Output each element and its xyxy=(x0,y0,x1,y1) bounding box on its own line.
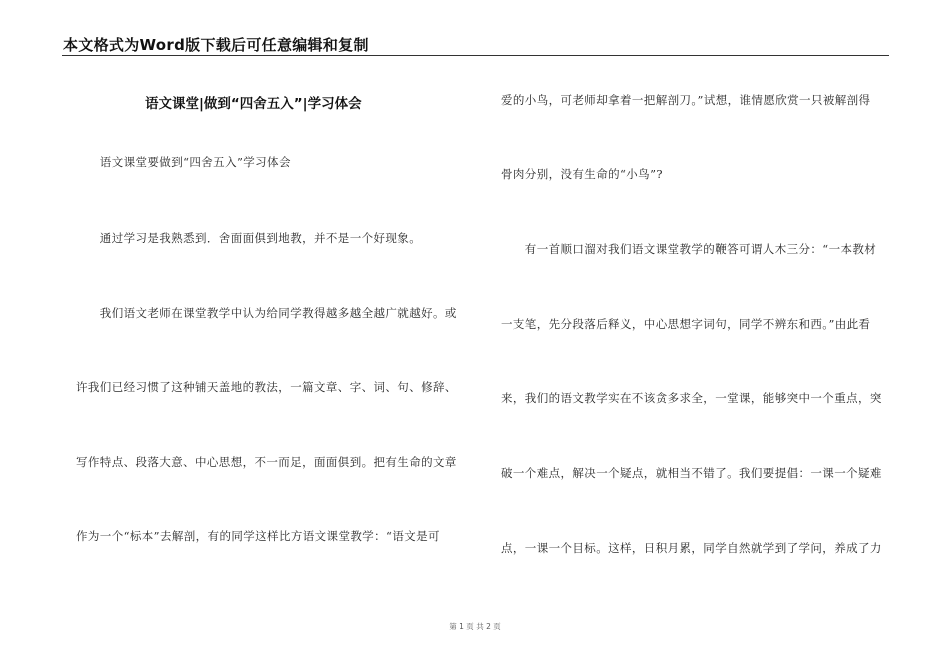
paragraph-line: 写作特点、段落大意、中心思想，不一而足，面面俱到。把有生命的文章 xyxy=(76,455,457,469)
paragraph-line: 来，我们的语文教学实在不该贪多求全，一堂课，能够突中一个重点，突 xyxy=(501,391,882,405)
paragraph-line: 我们语文老师在课堂教学中认为给同学教得越多越全越广就越好。或 xyxy=(76,306,457,320)
paragraph-line: 许我们已经习惯了这种铺天盖地的教法，一篇文章、字、词、句、修辞、 xyxy=(76,380,457,394)
page-number: 第 1 页 共 2 页 xyxy=(449,622,501,631)
paragraph-line: 点，一课一个目标。这样，日积月累，同学自然就学到了学问，养成了力 xyxy=(501,541,882,555)
paragraph-line: 通过学习是我熟悉到．舍面面俱到地教，并不是一个好现象。 xyxy=(76,231,422,245)
document-title: 语文课堂|做到“四舍五入”|学习体会 xyxy=(145,96,362,112)
top-banner: 本文格式为Word版下载后可任意编辑和复制 xyxy=(63,36,369,54)
paragraph-line: 一支笔，先分段落后释义，中心思想字词句，同学不辨东和西。”由此看 xyxy=(501,317,871,331)
paragraph-line: 爱的小鸟，可老师却拿着一把解剖刀。”试想，谁情愿欣赏一只被解剖得 xyxy=(501,93,871,107)
paragraph-line: 作为一个“标本”去解剖，有的同学这样比方语文课堂教学：“语文是可 xyxy=(76,529,440,543)
paragraph-line: 破一个难点，解决一个疑点，就相当不错了。我们要提倡：一课一个疑难 xyxy=(501,466,882,480)
paragraph-line: 骨肉分别，没有生命的“小鸟”? xyxy=(501,167,663,181)
paragraph-line: 语文课堂要做到“四舍五入”学习体会 xyxy=(76,155,291,169)
paragraph-line: 有一首顺口溜对我们语文课堂教学的鞭答可谓人木三分：“一本教材 xyxy=(501,242,877,256)
top-divider xyxy=(62,55,889,56)
